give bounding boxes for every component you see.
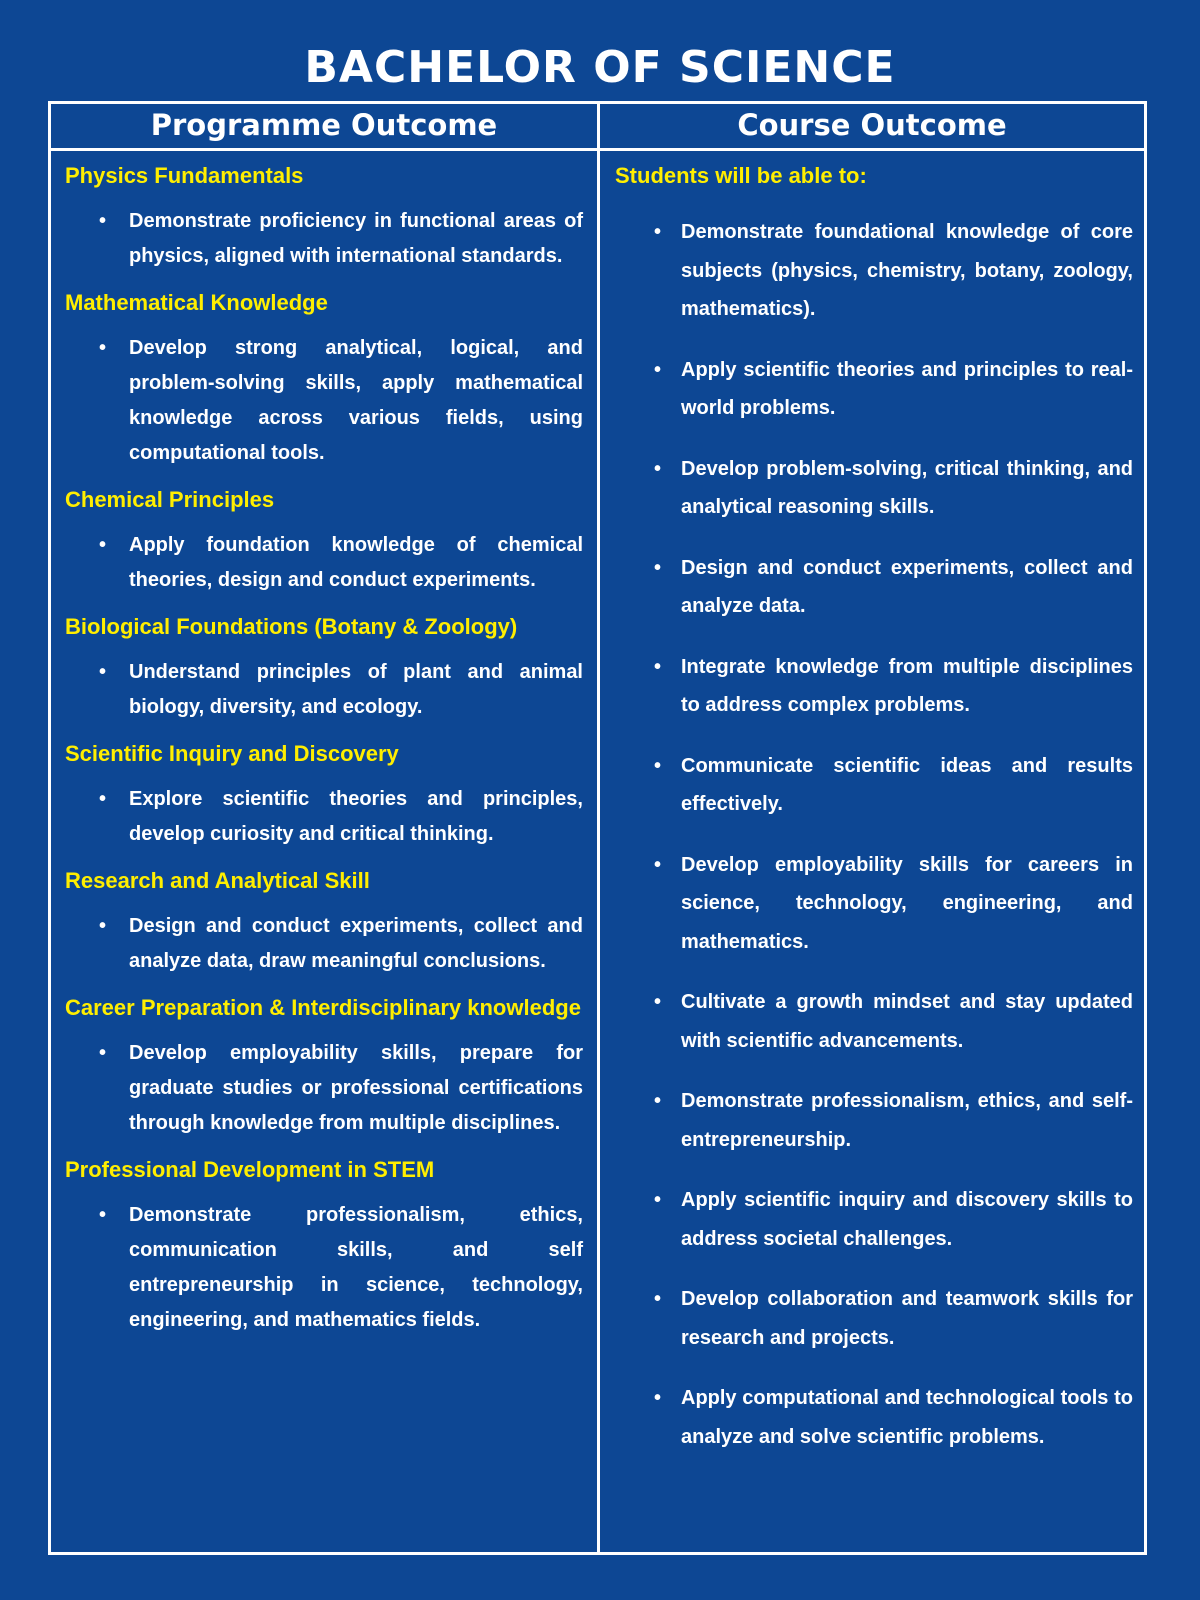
co-bullet bbox=[654, 351, 1133, 428]
po-section bbox=[65, 482, 583, 598]
bullet-icon: • bbox=[99, 788, 107, 810]
po-section-title: Career Preparation & Interdisciplinary knowledge bbox=[65, 995, 581, 1020]
column-divider bbox=[597, 104, 600, 1552]
po-section bbox=[65, 285, 583, 471]
po-section-title: Research and Analytical Skill bbox=[65, 868, 370, 893]
course-outcome-column bbox=[615, 158, 1133, 1478]
po-bullet bbox=[99, 909, 583, 979]
bullet-icon: • bbox=[654, 1090, 662, 1112]
bullet-icon: • bbox=[99, 1042, 107, 1064]
co-bullet-text: Communicate scientific ideas and results effectively. bbox=[681, 754, 1133, 815]
po-section-title: Physics Fundamentals bbox=[65, 163, 304, 188]
bullet-icon: • bbox=[654, 1387, 662, 1409]
po-bullet-text: Understand principles of plant and animal biology, diversity, and ecology. bbox=[129, 661, 583, 718]
po-bullet bbox=[99, 528, 583, 598]
po-bullet bbox=[99, 782, 583, 852]
co-bullet bbox=[654, 1280, 1133, 1357]
po-section bbox=[65, 609, 583, 725]
co-bullet-text: Develop employability skills for careers in science, technology, engineering, and mathematics. bbox=[681, 853, 1133, 953]
co-bullet bbox=[654, 846, 1133, 962]
po-section bbox=[65, 1152, 583, 1338]
bullet-icon: • bbox=[654, 1189, 662, 1211]
po-bullet-text: Apply foundation knowledge of chemical theories, design and conduct experiments. bbox=[129, 534, 583, 591]
po-bullet-text: Develop strong analytical, logical, and problem-solving skills, apply mathematical knowledge across various fields, using computational tools. bbox=[129, 337, 583, 464]
co-bullet-list bbox=[615, 213, 1133, 1456]
po-section-title: Mathematical Knowledge bbox=[65, 290, 328, 315]
co-bullet bbox=[654, 213, 1133, 329]
po-section-title: Biological Foundations (Botany & Zoology) bbox=[65, 614, 518, 639]
po-bullet-text: Demonstrate professionalism, ethics, communication skills, and self entrepreneurship in science, technology, engineering, and mathematics fields. bbox=[129, 1204, 583, 1331]
bullet-icon: • bbox=[654, 457, 662, 480]
bullet-icon: • bbox=[99, 661, 107, 683]
bullet-icon: • bbox=[654, 655, 662, 678]
po-bullet-list bbox=[65, 1036, 583, 1141]
co-bullet bbox=[654, 747, 1133, 824]
co-bullet bbox=[654, 983, 1133, 1060]
co-bullet bbox=[654, 549, 1133, 626]
bullet-icon: • bbox=[654, 853, 662, 876]
po-section bbox=[65, 863, 583, 979]
co-bullet bbox=[654, 648, 1133, 725]
course-outcome-header: Course Outcome bbox=[737, 108, 1007, 142]
po-bullet-list bbox=[65, 331, 583, 471]
co-bullet-text: Design and conduct experiments, collect and analyze data. bbox=[681, 556, 1133, 617]
po-section-title: Professional Development in STEM bbox=[65, 1157, 435, 1182]
bullet-icon: • bbox=[99, 1204, 107, 1226]
co-bullet-text: Apply scientific inquiry and discovery skills to address societal challenges. bbox=[681, 1189, 1133, 1250]
po-section bbox=[65, 736, 583, 852]
bullet-icon: • bbox=[654, 991, 662, 1013]
po-bullet bbox=[99, 1198, 583, 1338]
po-bullet-text: Demonstrate proficiency in functional areas of physics, aligned with international standards. bbox=[129, 210, 583, 267]
bullet-icon: • bbox=[99, 337, 107, 359]
po-bullet-text: Design and conduct experiments, collect and analyze data, draw meaningful conclusions. bbox=[129, 915, 583, 972]
po-bullet bbox=[99, 1036, 583, 1141]
co-bullet-text: Cultivate a growth mindset and stay updated with scientific advancements. bbox=[681, 991, 1133, 1052]
po-bullet bbox=[99, 655, 583, 725]
co-bullet-text: Develop problem-solving, critical thinking, and analytical reasoning skills. bbox=[681, 457, 1133, 518]
co-bullet-text: Develop collaboration and teamwork skills for research and projects. bbox=[681, 1288, 1133, 1349]
programme-outcome-column bbox=[65, 158, 583, 1349]
header-divider bbox=[51, 148, 1144, 151]
bullet-icon: • bbox=[99, 915, 107, 937]
po-bullet-list bbox=[65, 204, 583, 274]
bullet-icon: • bbox=[99, 534, 107, 556]
bullet-icon: • bbox=[654, 556, 662, 579]
co-bullet bbox=[654, 1379, 1133, 1456]
course-outcome-intro: Students will be able to: bbox=[615, 163, 867, 188]
co-bullet bbox=[654, 450, 1133, 527]
page-title: BACHELOR OF SCIENCE bbox=[304, 42, 896, 93]
co-bullet-text: Demonstrate foundational knowledge of core subjects (physics, chemistry, botany, zoology, mathematics). bbox=[681, 221, 1133, 320]
co-bullet-text: Integrate knowledge from multiple disciplines to address complex problems. bbox=[681, 655, 1133, 716]
co-bullet-text: Apply scientific theories and principles to real-world problems. bbox=[681, 358, 1133, 419]
co-bullet bbox=[654, 1181, 1133, 1258]
co-bullet-text: Apply computational and technological tools to analyze and solve scientific problems. bbox=[681, 1387, 1133, 1448]
bullet-icon: • bbox=[654, 358, 662, 381]
po-bullet-list bbox=[65, 909, 583, 979]
outcomes-table bbox=[48, 101, 1147, 1555]
co-bullet-text: Demonstrate professionalism, ethics, and self-entrepreneurship. bbox=[681, 1090, 1133, 1151]
po-section bbox=[65, 990, 583, 1141]
po-bullet-list bbox=[65, 528, 583, 598]
po-bullet-text: Explore scientific theories and principles, develop curiosity and critical thinking. bbox=[129, 788, 583, 845]
bullet-icon: • bbox=[654, 221, 662, 243]
po-bullet-list bbox=[65, 782, 583, 852]
co-bullet bbox=[654, 1082, 1133, 1159]
po-bullet-list bbox=[65, 1198, 583, 1338]
po-bullet-text: Develop employability skills, prepare for graduate studies or professional certifications through knowledge from multiple disciplines. bbox=[129, 1042, 583, 1134]
bullet-icon: • bbox=[654, 754, 662, 777]
po-section-title: Chemical Principles bbox=[65, 487, 275, 512]
po-bullet bbox=[99, 204, 583, 274]
bullet-icon: • bbox=[654, 1288, 662, 1310]
po-bullet bbox=[99, 331, 583, 471]
po-section bbox=[65, 158, 583, 274]
po-section-title: Scientific Inquiry and Discovery bbox=[65, 741, 399, 766]
bullet-icon: • bbox=[99, 210, 107, 232]
programme-outcome-header: Programme Outcome bbox=[150, 108, 498, 142]
po-bullet-list bbox=[65, 655, 583, 725]
